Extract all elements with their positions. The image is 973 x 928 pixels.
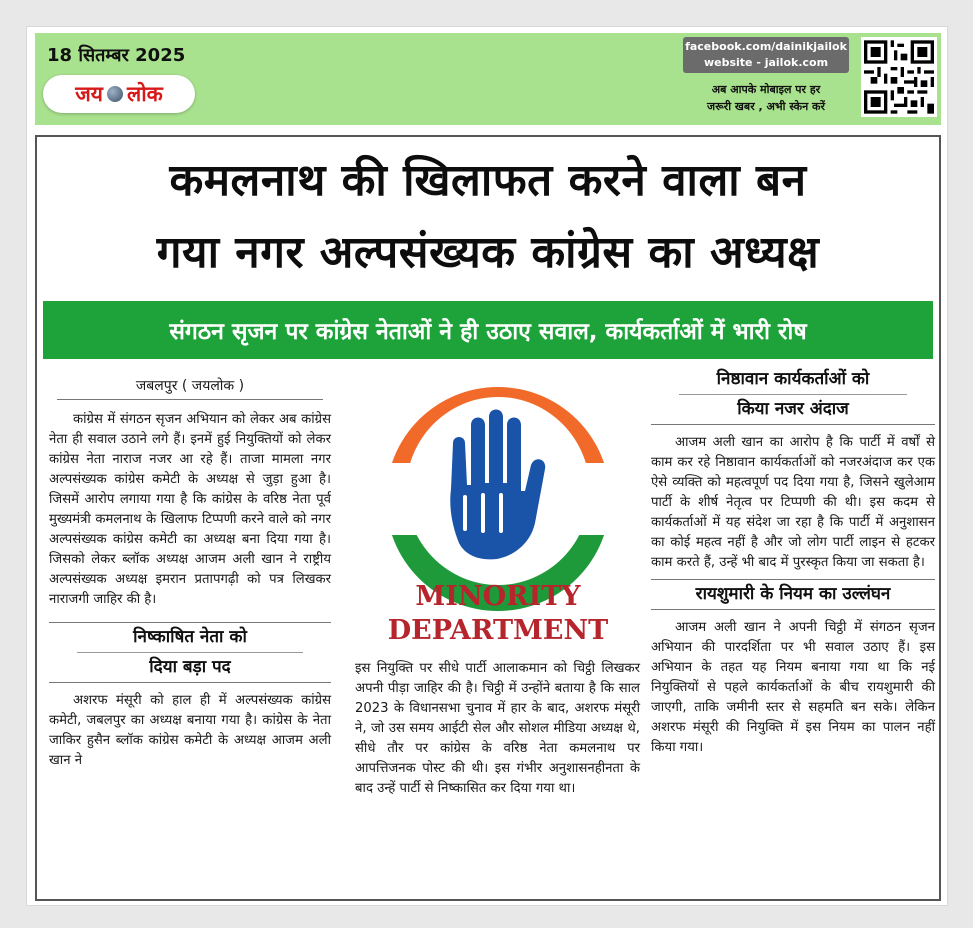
dateline: जबलपुर ( जयलोक ) (57, 373, 323, 400)
right-subheading-2: रायशुमारी के नियम का उल्लंघन (651, 579, 935, 610)
minority-department-emblem (367, 373, 629, 655)
left-paragraph-1: कांग्रेस में संगठन सृजन अभियान को लेकर अब कांग्रेस नेता ही सवाल उठाने लगे हैं। इनमें हुई नियुक्तियों को लेकर कांग्रेस नेता नाराज नजर आ रहे हैं। ताजा मामला नगर अल्पसंख्यक कांग्रेस कमेटी के अध्यक्ष से जुड़ा हुआ है। जिसमें आरोप लगाया गया है कि कांग्रेस के वरिष्ठ नेता पूर्व मुख्यमंत्री कमलनाथ के खिलाफ टिप्पणी करने वाले को नगर अल्पसंख्यक कांग्रेस कमेटी का अध्यक्ष बना दिया गया है। जिसको लेकर ब्लॉक अध्यक्ष आजम अली खान ने राष्ट्रीय अल्पसंख्यक अध्यक्ष इमरान प्रतापगढ़ी को पत्र लिखकर नाराजगी जाहिर की है। (49, 412, 331, 607)
logo-text-left: जय (75, 82, 103, 106)
middle-paragraph: इस नियुक्ति पर सीधे पार्टी आलाकमान को चिट्ठी लिखकर अपनी पीड़ा जाहिर की है। चिट्ठी में उन्होंने बताया है कि साल 2023 के विधानसभा चुनाव में हार के बाद, अशरफ मंसूरी ने, जो उस समय आईटी सेल और सोशल मीडिया अध्यक्ष थे, सीधे तौर पर कांग्रेस के वरिष्ठ नेता कमलनाथ पर आपत्तिजनक पोस्ट की थी। इस गंभीर अनुशासनहीनता के बाद उन्हें पार्टी से निष्कासित कर दिया गया था। (355, 661, 640, 796)
article-frame (35, 135, 941, 901)
newspaper-logo (43, 75, 195, 113)
right-paragraph-2: आजम अली खान ने अपनी चिट्ठी में संगठन सृजन अभियान की पारदर्शिता पर भी सवाल उठाए हैं। इस अभियान के तहत यह नियम बनाया गया था कि नई नियुक्तियों से पहले कार्यकर्ताओं के बीच रायशुमारी की जाएगी, ताकि जमीनी स्तर से सहमति बन सके। लेकिन अशरफ मंसूरी की नियुक्ति में इस नियम का पालन नहीं किया गया। (651, 620, 935, 755)
right-paragraph-1: आजम अली खान का आरोप है कि पार्टी में वर्षों से काम कर रहे निष्ठावान कार्यकर्ताओं को नजरअंदाज कर एक ऐसे व्यक्ति को महत्वपूर्ण पद दिया गया है, जिसने खुलेआम पार्टी के शीर्ष नेतृत्व पर टिप्पणी की थी। इस कदम से कार्यकर्ताओं में यह संदेश जा रहा है कि पार्टी में अनुशासन का कोई महत्व नहीं है और जो लोग पार्टी लाइन से हटकर काम करते हैं, उन्हें भी बाद में पुरस्कृत किया जा सकता है। (651, 435, 935, 570)
left-subheading-line2: दिया बड़ा पद (149, 657, 231, 677)
headline (37, 145, 939, 289)
left-subheading (49, 622, 331, 683)
left-paragraph-2: अशरफ मंसूरी को हाल ही में अल्पसंख्यक कांग्रेस कमेटी, जबलपुर का अध्यक्ष बनाया गया है। कांग्रेस के नेता जाकिर हुसैन ब्लॉक कांग्रेस कमेटी के अध्यक्ष आजम अली खान ने (49, 693, 331, 768)
right-column (651, 365, 935, 758)
right-subheading-1-line2: किया नजर अंदाज (651, 395, 935, 425)
left-column (49, 373, 331, 771)
social-links-box (683, 37, 849, 73)
middle-column (355, 659, 640, 799)
left-subheading-line1: निष्काषित नेता को (77, 623, 303, 653)
right-subheading-1 (651, 365, 935, 425)
emblem-text-minority: MINORITY (415, 581, 581, 612)
mobile-promo-line2: जरूरी खबर , अभी स्केन करें (707, 100, 825, 113)
globe-icon (107, 86, 123, 102)
logo-text-right: लोक (126, 82, 163, 106)
emblem-text-department: DEPARTMENT (387, 615, 609, 646)
headline-line2: गया नगर अल्पसंख्यक कांग्रेस का अध्यक्ष (156, 227, 820, 278)
qr-code-icon (861, 37, 937, 117)
subheadline-banner: संगठन सृजन पर कांग्रेस नेताओं ने ही उठाए सवाल, कार्यकर्ताओं में भारी रोष (43, 301, 933, 359)
issue-date: 18 सितम्बर 2025 (47, 45, 186, 66)
masthead (35, 33, 941, 125)
headline-line1: कमलनाथ की खिलाफत करने वाला बन (169, 155, 807, 206)
mobile-promo-text (691, 81, 841, 115)
facebook-link: facebook.com/dainikjailok (685, 40, 847, 53)
qr-code-graphic (864, 40, 934, 114)
right-subheading-1-line1: निष्ठावान कार्यकर्ताओं को (679, 365, 907, 395)
mobile-promo-line1: अब आपके मोबाइल पर हर (711, 83, 821, 96)
congress-hand-logo-icon (367, 373, 629, 655)
website-link: website - jailok.com (703, 56, 829, 69)
newspaper-page (26, 26, 948, 906)
